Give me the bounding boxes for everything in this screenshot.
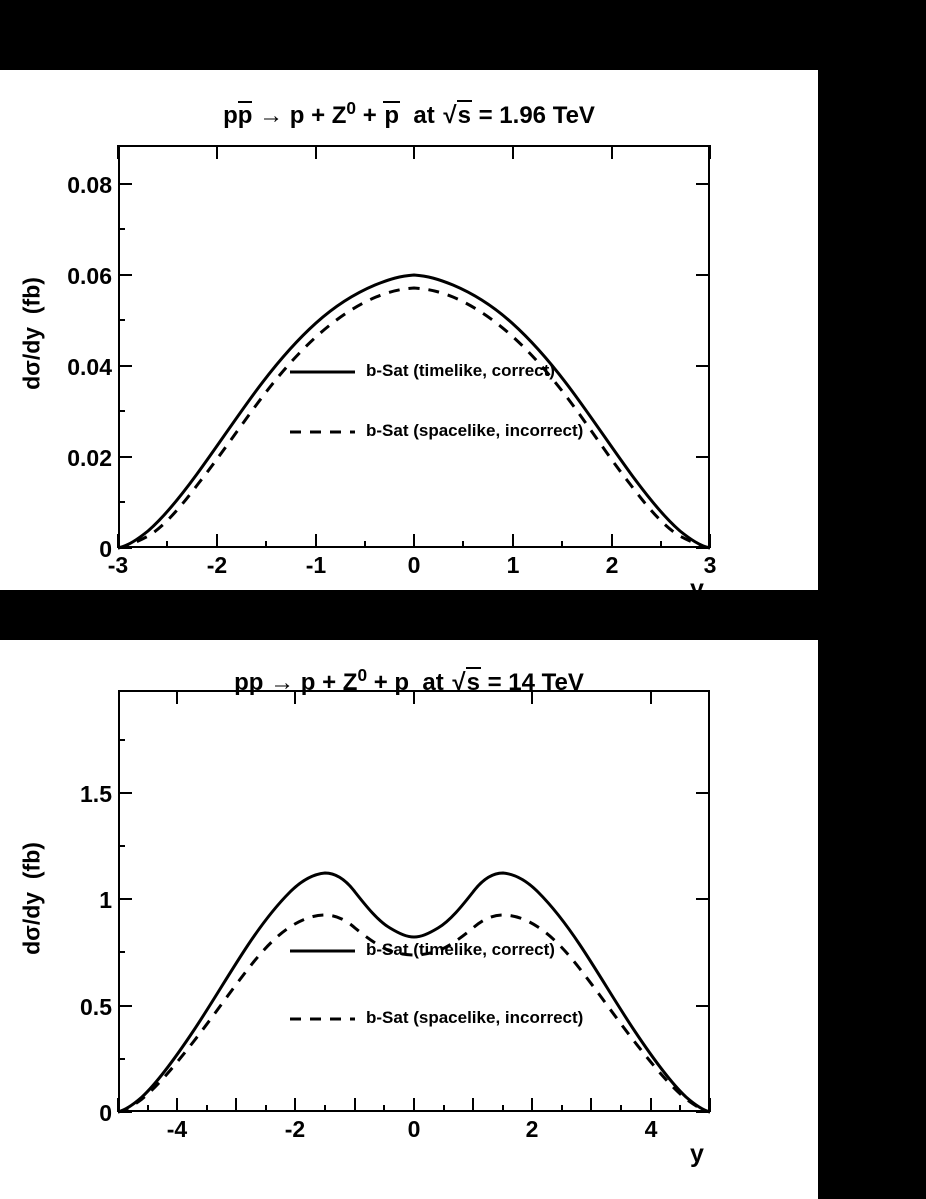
top-legend-dashed-label: b-Sat (spacelike, incorrect) bbox=[366, 421, 584, 440]
bottom-title-energy: = 14 TeV bbox=[487, 669, 584, 696]
bottom-xtick-4: 4 bbox=[644, 1116, 658, 1142]
top-series-solid bbox=[118, 275, 710, 548]
top-title-boson-sup: 0 bbox=[346, 98, 357, 118]
top-ytick-0: 0 bbox=[99, 536, 112, 562]
bottom-xtick--2: -2 bbox=[284, 1116, 306, 1142]
top-xtick-1: 1 bbox=[506, 552, 520, 578]
bottom-ylabel-prefix: dσ/dy bbox=[18, 891, 45, 955]
bottom-plot-panel bbox=[0, 640, 818, 1199]
bottom-title-at: at bbox=[422, 669, 444, 696]
bottom-title-boson-sup: 0 bbox=[357, 665, 368, 685]
top-ytick-004: 0.04 bbox=[67, 354, 112, 380]
bottom-title-final: p + Z bbox=[300, 669, 358, 696]
top-title-beam-b: p bbox=[237, 102, 253, 129]
top-series-dashed bbox=[118, 288, 710, 548]
bottom-title-plus-p: + p bbox=[373, 669, 410, 696]
bottom-x-axis-label: y bbox=[690, 1140, 704, 1168]
top-xtick-2: 2 bbox=[605, 552, 619, 578]
top-title-at: at bbox=[413, 102, 435, 129]
top-plot-panel bbox=[0, 70, 818, 603]
bottom-series-solid bbox=[118, 873, 710, 1112]
bottom-title-arrow: → bbox=[270, 669, 295, 696]
top-legend-solid-label: b-Sat (timelike, correct) bbox=[366, 361, 555, 380]
top-xtick--1: -1 bbox=[305, 552, 327, 578]
top-title-plus-anti: + p bbox=[362, 102, 400, 129]
bottom-legend-solid-label: b-Sat (timelike, correct) bbox=[366, 940, 555, 959]
bottom-ylabel-unit: (fb) bbox=[18, 842, 45, 880]
bottom-y-ticks bbox=[118, 740, 710, 1112]
top-ytick-006: 0.06 bbox=[67, 263, 112, 289]
top-title-beam-a: p bbox=[223, 102, 238, 129]
top-title-energy: = 1.96 TeV bbox=[478, 102, 595, 129]
top-xtick--2: -2 bbox=[206, 552, 228, 578]
top-ytick-002: 0.02 bbox=[67, 445, 112, 471]
bottom-ytick-05: 0.5 bbox=[80, 994, 112, 1020]
top-ylabel-prefix: dσ/dy bbox=[18, 326, 45, 390]
bottom-ytick-15: 1.5 bbox=[80, 781, 112, 807]
bottom-xtick--4: -4 bbox=[166, 1116, 188, 1142]
top-xtick-0: 0 bbox=[407, 552, 421, 578]
bottom-title-beam: pp bbox=[234, 669, 264, 696]
bottom-ytick-1: 1 bbox=[99, 887, 112, 913]
bottom-ytick-0: 0 bbox=[99, 1100, 112, 1126]
top-ytick-008: 0.08 bbox=[67, 172, 112, 198]
top-x-ticks bbox=[118, 145, 710, 548]
top-xtick-3: 3 bbox=[703, 552, 717, 578]
top-title-final: p + Z bbox=[289, 102, 347, 129]
bottom-title-sqrt: √s bbox=[452, 669, 480, 696]
top-ylabel-unit: (fb) bbox=[18, 277, 45, 315]
bottom-xtick-0: 0 bbox=[407, 1116, 421, 1142]
bottom-legend-dashed-label: b-Sat (spacelike, incorrect) bbox=[366, 1008, 584, 1027]
top-x-axis-label: y bbox=[690, 575, 704, 603]
top-xtick--3: -3 bbox=[107, 552, 129, 578]
top-title-sqrt: √s bbox=[443, 102, 471, 129]
top-title-arrow: → bbox=[259, 102, 284, 129]
top-plot-canvas bbox=[0, 70, 818, 590]
bottom-xtick-2: 2 bbox=[525, 1116, 539, 1142]
bottom-x-ticks bbox=[118, 690, 710, 1112]
